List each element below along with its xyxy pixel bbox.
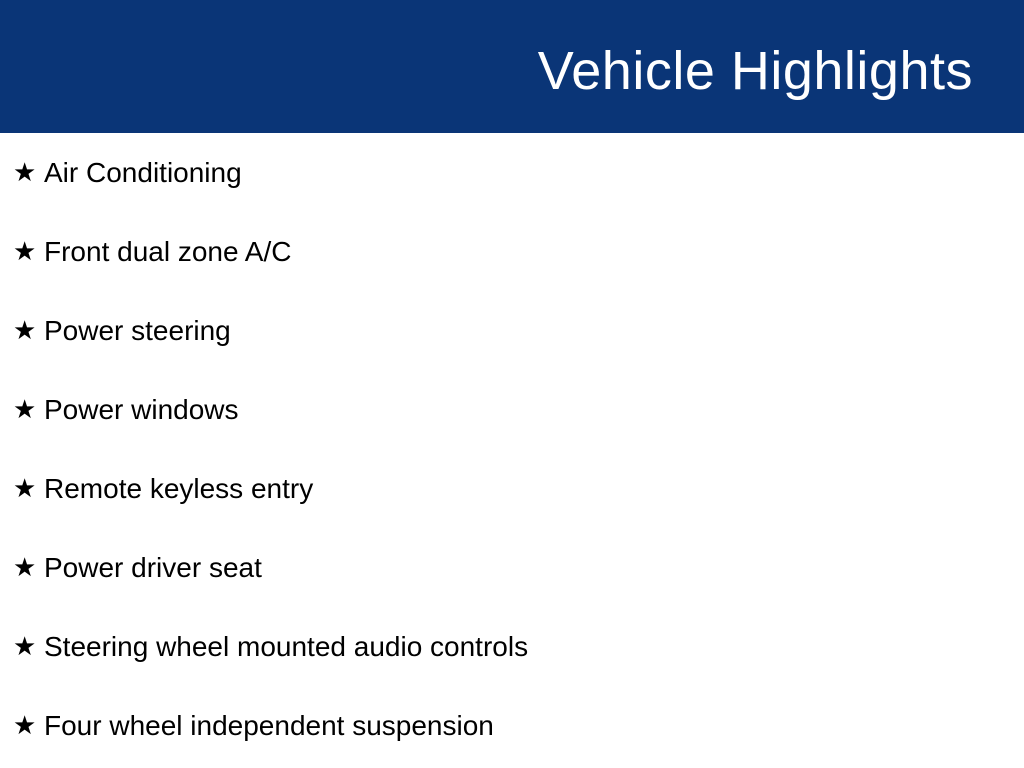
star-bullet-icon: ★: [13, 552, 37, 583]
list-item-label: Power driver seat: [44, 551, 262, 583]
star-bullet-icon: ★: [13, 473, 37, 504]
highlights-list: [0, 133, 1024, 765]
star-bullet-icon: ★: [13, 315, 37, 346]
list-item-label: Power steering: [44, 314, 231, 346]
star-bullet-icon: ★: [13, 157, 37, 188]
list-item: [0, 370, 1024, 449]
list-item-label: Power windows: [44, 393, 239, 425]
star-bullet-icon: ★: [13, 710, 37, 741]
list-item-label: Remote keyless entry: [44, 472, 314, 504]
list-item: [0, 607, 1024, 686]
list-item-label: Steering wheel mounted audio controls: [44, 630, 529, 662]
list-item: [0, 686, 1024, 765]
list-item-label: Front dual zone A/C: [44, 235, 292, 267]
list-item-label: Air Conditioning: [44, 156, 242, 188]
header-bar: [0, 0, 1024, 133]
list-item: [0, 291, 1024, 370]
list-item-label: Four wheel independent suspension: [44, 709, 494, 741]
star-bullet-icon: ★: [13, 236, 37, 267]
star-bullet-icon: ★: [13, 394, 37, 425]
list-item: [0, 133, 1024, 212]
page-title: Vehicle Highlights: [537, 40, 973, 101]
list-item: [0, 528, 1024, 607]
list-item: [0, 449, 1024, 528]
star-bullet-icon: ★: [13, 631, 37, 662]
list-item: [0, 212, 1024, 291]
